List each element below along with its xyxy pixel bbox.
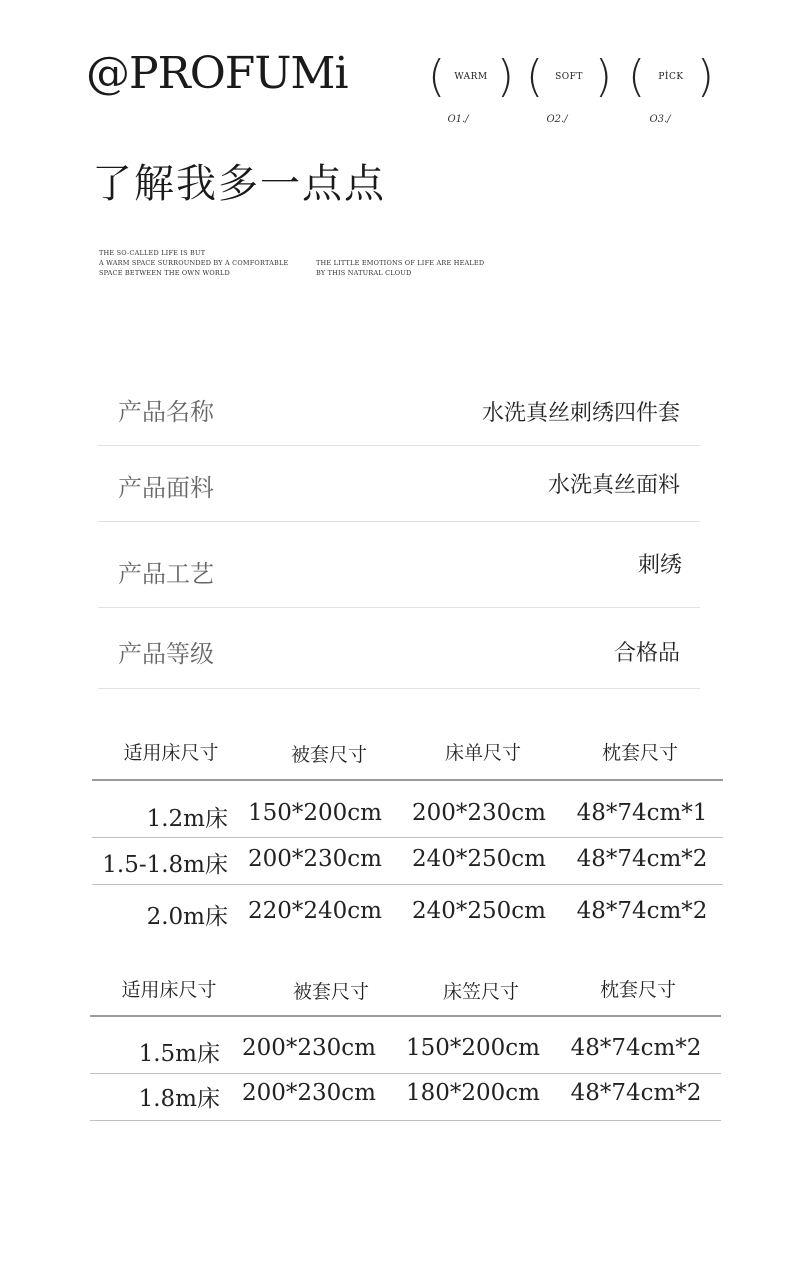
table-cell: 2.0m床 — [146, 904, 228, 930]
table-cell: 240*250cm — [412, 846, 546, 872]
info-value: 合格品 — [613, 641, 680, 666]
tag-word: SOFT — [555, 72, 583, 82]
intro-line: A WARM SPACE SURROUNDED BY A COMFORTABLE — [99, 259, 289, 267]
table-header: 床单尺寸 — [444, 742, 521, 764]
table-divider — [92, 884, 723, 885]
left-paren-icon: ( — [526, 51, 544, 102]
tag-word: WARM — [454, 72, 488, 82]
info-label: 产品工艺 — [118, 560, 214, 588]
page-title: 了解我多一点点 — [92, 161, 386, 207]
table-header: 枕套尺寸 — [601, 742, 678, 764]
info-value: 水洗真丝刺绣四件套 — [481, 401, 680, 426]
left-paren-icon: ( — [628, 51, 646, 102]
table-divider — [92, 779, 723, 781]
table-divider — [90, 1120, 721, 1121]
table-cell: 48*74cm*2 — [576, 898, 708, 924]
intro-left-text — [99, 248, 288, 278]
table-cell: 150*200cm — [248, 800, 382, 826]
table-cell: 200*230cm — [248, 846, 382, 872]
info-value: 水洗真丝面料 — [547, 473, 680, 498]
table-cell: 200*230cm — [412, 800, 546, 826]
tag-pick — [628, 52, 714, 108]
info-label: 产品面料 — [118, 474, 214, 502]
table-header: 枕套尺寸 — [599, 979, 676, 1001]
intro-right-text — [316, 258, 484, 278]
table-cell: 220*240cm — [248, 898, 382, 924]
table-cell: 150*200cm — [406, 1035, 540, 1061]
tag-number: O1./ — [447, 114, 469, 125]
info-row-grade — [98, 608, 700, 689]
info-value: 刺绣 — [637, 553, 682, 578]
left-paren-icon: ( — [428, 51, 446, 102]
table-divider — [92, 837, 723, 838]
intro-line: BY THIS NATURAL CLOUD — [316, 269, 412, 277]
tag-soft — [526, 52, 612, 108]
tag-number: O2./ — [546, 114, 568, 125]
table-cell: 1.5-1.8m床 — [102, 852, 228, 878]
table-cell: 180*200cm — [406, 1080, 540, 1106]
info-row-fabric — [98, 446, 700, 522]
table-cell: 48*74cm*1 — [576, 800, 708, 826]
table-divider — [90, 1073, 721, 1074]
info-row-name — [98, 370, 700, 446]
table-cell: 1.5m床 — [138, 1041, 220, 1067]
table-cell: 48*74cm*2 — [570, 1035, 702, 1061]
table-divider — [90, 1015, 721, 1017]
tag-number: O3./ — [649, 114, 671, 125]
brand-logo: @PROFUMi — [86, 48, 348, 99]
table-cell: 200*230cm — [242, 1035, 376, 1061]
intro-line: THE SO-CALLED LIFE IS BUT — [99, 249, 206, 257]
table-cell: 48*74cm*2 — [576, 846, 708, 872]
tag-word: PİCK — [658, 72, 684, 82]
tag-warm — [428, 52, 514, 108]
table-cell: 1.8m床 — [138, 1086, 220, 1112]
intro-line: SPACE BETWEEN THE OWN WORLD — [99, 269, 230, 277]
table-header: 适用床尺寸 — [121, 979, 217, 1001]
table-cell: 1.2m床 — [146, 806, 228, 832]
table-cell: 240*250cm — [412, 898, 546, 924]
table-header: 被套尺寸 — [290, 744, 367, 766]
table-cell: 48*74cm*2 — [570, 1080, 702, 1106]
info-label: 产品名称 — [118, 398, 214, 426]
table-header: 被套尺寸 — [292, 981, 369, 1003]
info-row-craft — [98, 522, 700, 608]
table-cell: 200*230cm — [242, 1080, 376, 1106]
info-label: 产品等级 — [118, 640, 214, 668]
table-header: 适用床尺寸 — [123, 742, 219, 764]
right-paren-icon: ) — [594, 51, 612, 102]
right-paren-icon: ) — [696, 51, 714, 102]
intro-line: THE LITTLE EMOTIONS OF LIFE ARE HEALED — [316, 259, 485, 267]
right-paren-icon: ) — [496, 51, 514, 102]
table-header: 床笠尺寸 — [442, 981, 519, 1003]
